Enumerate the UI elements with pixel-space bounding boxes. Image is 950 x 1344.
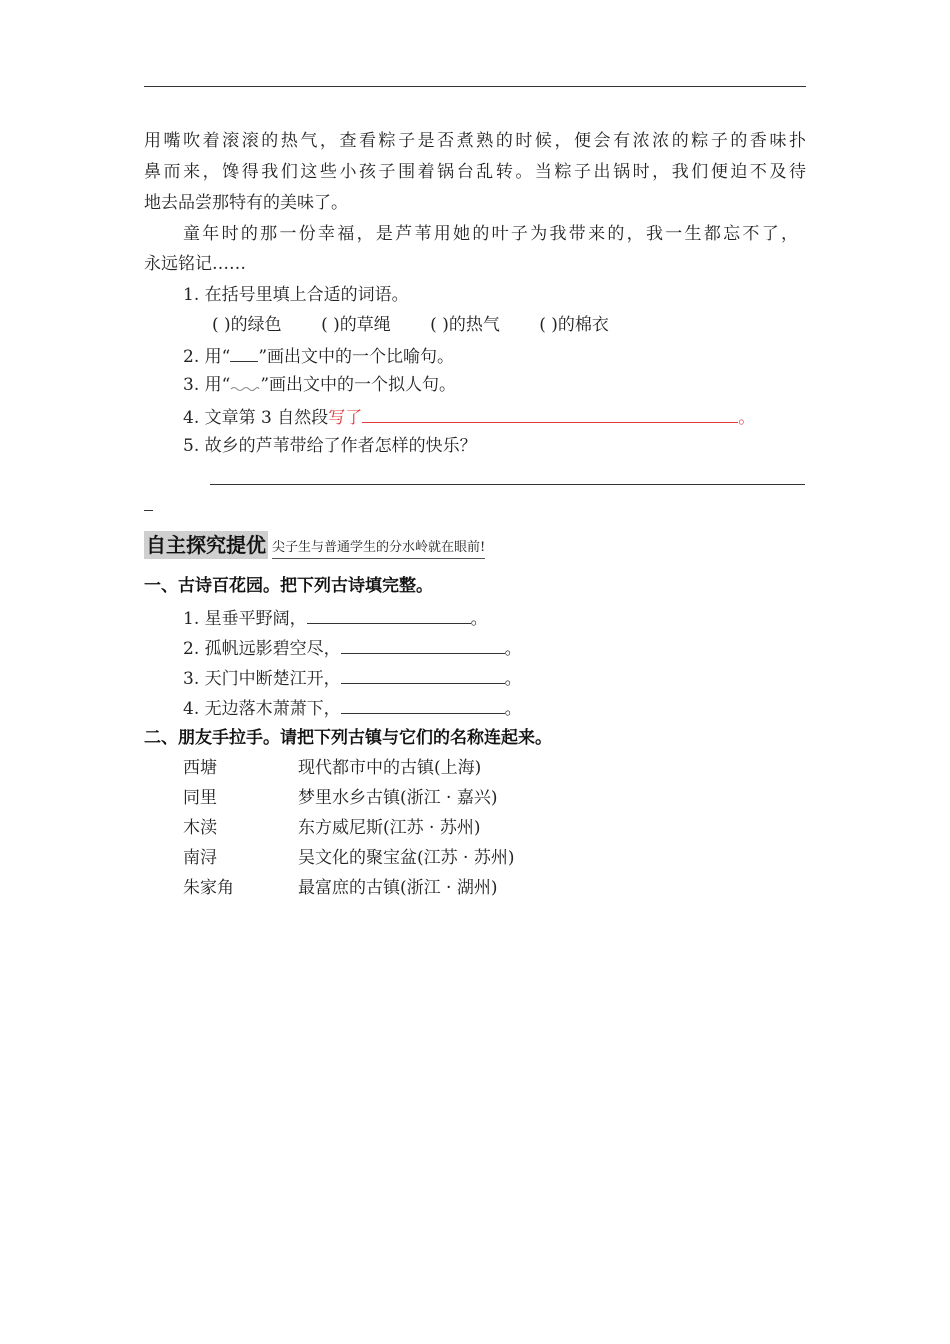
poem-end: 。 [504,699,522,719]
poem-line-text: 1. 星垂平野阔， [183,609,307,629]
section-1-heading: 一、古诗百花园。把下列古诗填完整。 [144,576,433,596]
question-3-suffix: ”画出文中的一个拟人句。 [260,375,457,395]
town-title[interactable]: 现代都市中的古镇(上海) [298,758,482,778]
poem-answer-blank[interactable] [307,607,471,624]
poem-line-text: 3. 天门中断楚江开， [183,669,341,689]
town-title[interactable]: 吴文化的聚宝盆(江苏 · 苏州) [298,848,515,868]
passage-line: 地去品尝那特有的美味了。 [144,193,348,213]
fill-paren-item[interactable]: ( )的热气 [430,315,500,335]
question-4 [183,406,755,428]
question-3 [183,375,456,395]
section-2-heading: 二、朋友手拉手。请把下列古镇与它们的名称连起来。 [144,728,552,748]
fill-paren-item[interactable]: ( )的棉衣 [539,315,609,335]
town-name[interactable]: 西塘 [183,758,217,778]
passage-line: 童年时的那一份幸福，是芦苇用她的叶子为我带来的，我一生都忘不了， [183,224,798,244]
poem-line-text: 2. 孤帆远影碧空尽， [183,639,341,659]
town-name[interactable]: 朱家角 [183,878,234,898]
section-banner [144,531,485,559]
town-title[interactable]: 东方威尼斯(江苏 · 苏州) [298,818,481,838]
question-2-suffix: ”画出文中的一个比喻句。 [258,347,455,367]
question-4-end: 。 [738,408,756,428]
match-row [183,788,217,808]
poem-end: 。 [504,669,522,689]
town-name[interactable]: 同里 [183,788,217,808]
poem-answer-blank[interactable] [341,667,505,684]
question-1-items [212,315,643,335]
town-name[interactable]: 南浔 [183,848,217,868]
passage-line: 永远铭记…… [144,254,246,274]
wavy-underline-sample [230,378,260,392]
passage-line: 用嘴吹着滚滚的热气，查看粽子是否煮熟的时候，便会有浓浓的粽子的香味扑 [144,131,806,151]
poem-item [183,697,522,719]
header-rule [144,86,806,87]
question-5: 5. 故乡的芦苇带给了作者怎样的快乐？ [183,436,477,456]
question-3-prefix: 3. 用“ [183,375,231,395]
town-name[interactable]: 木渎 [183,818,217,838]
passage-line: 鼻而来，馋得我们这些小孩子围着锅台乱转。当粽子出锅时，我们便迫不及待 [144,162,806,182]
poem-item [183,607,488,629]
banner-subtitle: 尖子生与普通学生的分水岭就在眼前! [272,540,485,559]
question-4-answer-blank[interactable] [362,406,738,423]
town-title[interactable]: 梦里水乡古镇(浙江 · 嘉兴) [298,788,498,808]
fill-paren-item[interactable]: ( )的草绳 [321,315,391,335]
poem-end: 。 [470,609,488,629]
question-1: 1. 在括号里填上合适的词语。 [183,285,409,305]
question-4-prefix: 4. 文章第 3 自然段 [183,408,329,428]
town-title[interactable]: 最富庶的古镇(浙江 · 湖州) [298,878,498,898]
match-row [183,848,217,868]
poem-end: 。 [504,639,522,659]
poem-answer-blank[interactable] [341,697,505,714]
question-5-answer-line[interactable] [210,484,805,485]
straight-underline-sample [230,345,258,362]
poem-line-text: 4. 无边落木萧萧下， [183,699,341,719]
stray-dash [144,510,153,511]
banner-title: 自主探究提优 [146,533,266,557]
match-row [183,878,234,898]
question-2-prefix: 2. 用“ [183,347,231,367]
poem-item [183,667,522,689]
question-4-red-text: 写了 [328,408,363,428]
poem-answer-blank[interactable] [341,637,505,654]
match-row [183,758,217,778]
fill-paren-item[interactable]: ( )的绿色 [212,315,282,335]
question-2 [183,345,454,367]
poem-item [183,637,522,659]
match-row [183,818,217,838]
